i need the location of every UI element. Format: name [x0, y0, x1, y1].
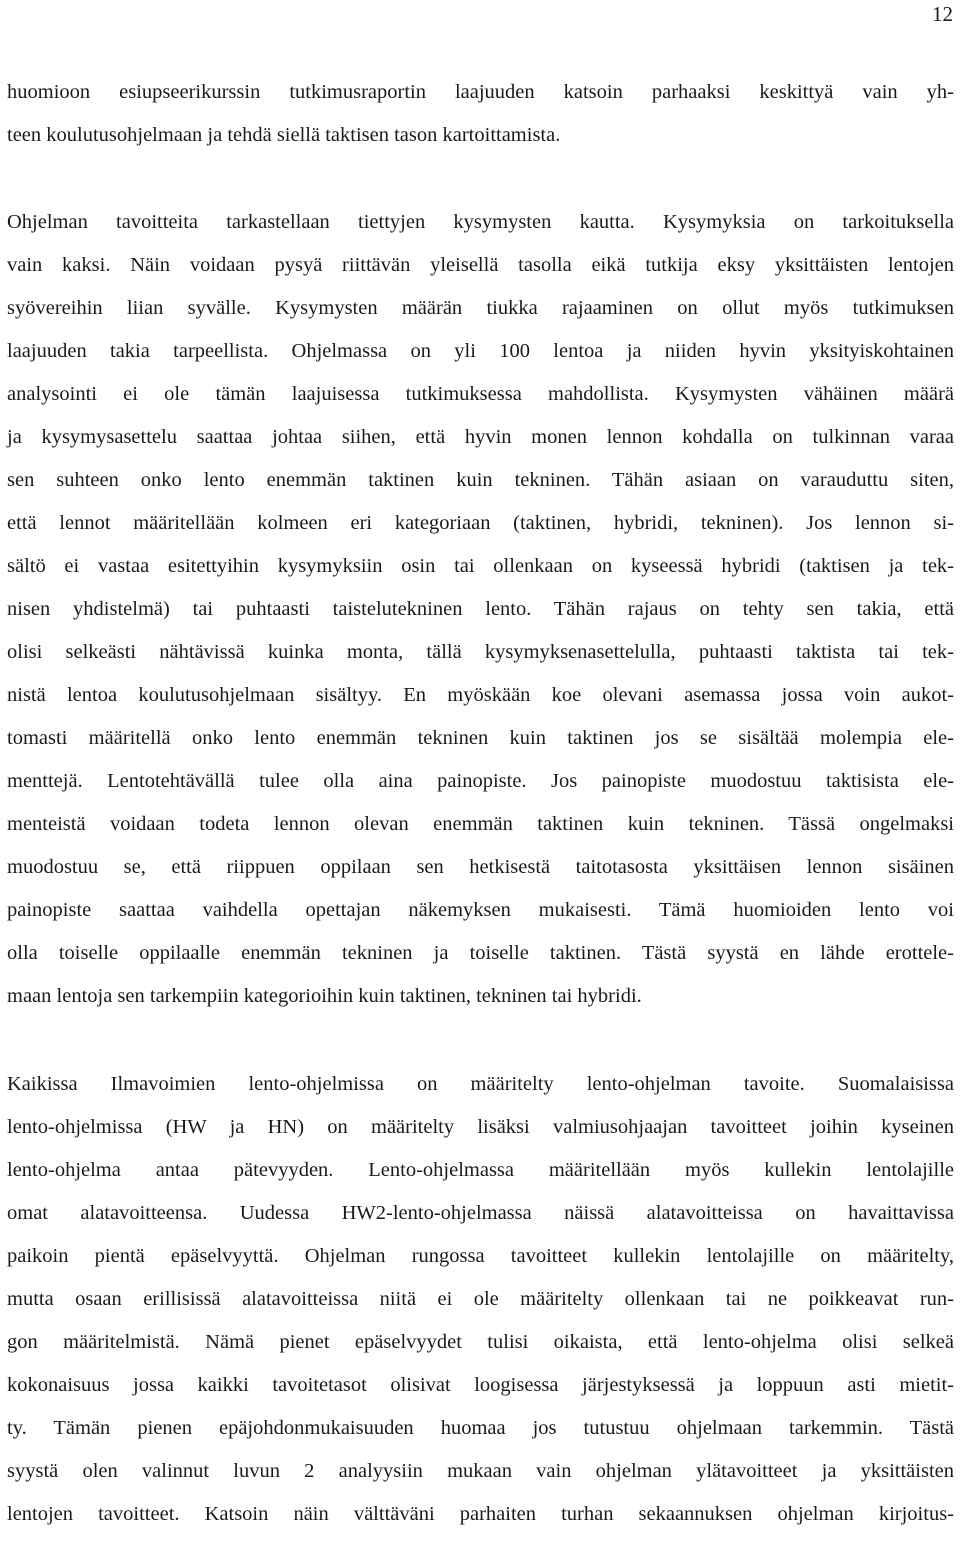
text-line: lento-ohjelma antaa pätevyyden. Lento-ohjelmassa määritellään myös kullekin lentolajille: [7, 1159, 954, 1181]
text-line: nisen yhdistelmä) tai puhtaasti taistelutekninen lento. Tähän rajaus on tehty sen takia, että: [7, 598, 954, 620]
text-line: maan lentoja sen tarkempiin kategorioihin kuin taktinen, tekninen tai hybridi.: [7, 985, 642, 1007]
text-line: olla toiselle oppilaalle enemmän tekninen ja toiselle taktinen. Tästä syystä en lähde erottele-: [7, 942, 954, 964]
text-line: menttejä. Lentotehtävällä tulee olla aina painopiste. Jos painopiste muodostuu taktisista ele-: [7, 770, 954, 792]
text-line: paikoin pientä epäselvyyttä. Ohjelman rungossa tavoitteet kullekin lentolajille on määritelty,: [7, 1245, 954, 1267]
text-line: tomasti määritellä onko lento enemmän tekninen kuin taktinen jos se sisältää molempia ele-: [7, 727, 954, 749]
text-line: mutta osaan erillisissä alatavoitteissa niitä ei ole määritelty ollenkaan tai ne poikkeavat run-: [7, 1288, 954, 1310]
text-line: lento-ohjelmissa (HW ja HN) on määritelty lisäksi valmiusohjaajan tavoitteet joihin kyseinen: [7, 1116, 954, 1138]
text-line: syövereihin liian syvälle. Kysymysten määrän tiukka rajaaminen on ollut myös tutkimuksen: [7, 297, 954, 319]
text-line: Ohjelman tavoitteita tarkastellaan tiettyjen kysymysten kautta. Kysymyksia on tarkoituksella: [7, 211, 954, 233]
text-line: ty. Tämän pienen epäjohdonmukaisuuden huomaa jos tutustuu ohjelmaan tarkemmin. Tästä: [7, 1417, 954, 1439]
text-line: syystä olen valinnut luvun 2 analyysiin mukaan vain ohjelman ylätavoitteet ja yksittäisten: [7, 1460, 954, 1482]
text-line: olisi selkeästi nähtävissä kuinka monta, tällä kysymyksenasettelulla, puhtaasti taktista tai tek-: [7, 641, 954, 663]
text-line: kokonaisuus jossa kaikki tavoitetasot olisivat loogisessa järjestyksessä ja loppuun asti mietit-: [7, 1374, 954, 1396]
text-line: menteistä voidaan todeta lennon olevan enemmän taktinen kuin tekninen. Tässä ongelmaksi: [7, 813, 954, 835]
text-line: sen suhteen onko lento enemmän taktinen kuin tekninen. Tähän asiaan on varauduttu siten,: [7, 469, 954, 491]
text-line: Kaikissa Ilmavoimien lento-ohjelmissa on määritelty lento-ohjelman tavoite. Suomalaisissa: [7, 1073, 954, 1095]
text-line: ja kysymysasettelu saattaa johtaa siihen, että hyvin monen lennon kohdalla on tulkinnan varaa: [7, 426, 954, 448]
text-line: lentojen tavoitteet. Katsoin näin välttäväni parhaiten turhan sekaannuksen ohjelman kirjoitus-: [7, 1503, 954, 1525]
text-line: gon määritelmistä. Nämä pienet epäselvyydet tulisi oikaista, että lento-ohjelma olisi selkeä: [7, 1331, 954, 1353]
text-line: sältö ei vastaa esitettyihin kysymyksiin osin tai ollenkaan on kyseessä hybridi (taktisen ja tek-: [7, 555, 954, 577]
text-line: laajuuden takia tarpeellista. Ohjelmassa on yli 100 lentoa ja niiden hyvin yksityiskohtainen: [7, 340, 954, 362]
text-line: analysointi ei ole tämän laajuisessa tutkimuksessa mahdollista. Kysymysten vähäinen määrä: [7, 383, 954, 405]
text-line: muodostuu se, että riippuen oppilaan sen hetkisestä taitotasosta yksittäisen lennon sisäinen: [7, 856, 954, 878]
page-number: 12: [932, 2, 953, 26]
text-line: teen koulutusohjelmaan ja tehdä siellä taktisen tason kartoittamista.: [7, 124, 561, 146]
text-line: omat alatavoitteensa. Uudessa HW2-lento-ohjelmassa näissä alatavoitteissa on havaittavissa: [7, 1202, 954, 1224]
text-line: vain kaksi. Näin voidaan pysyä riittävän yleisellä tasolla eikä tutkija eksy yksittäisten lentojen: [7, 254, 954, 276]
text-line: painopiste saattaa vaihdella opettajan näkemyksen mukaisesti. Tämä huomioiden lento voi: [7, 899, 954, 921]
text-line: nistä lentoa koulutusohjelmaan sisältyy. En myöskään koe olevani asemassa jossa voin aukot-: [7, 684, 954, 706]
text-line: huomioon esiupseerikurssin tutkimusraportin laajuuden katsoin parhaaksi keskittyä vain yh-: [7, 81, 954, 103]
text-line: että lennot määritellään kolmeen eri kategoriaan (taktinen, hybridi, tekninen). Jos lennon si-: [7, 512, 954, 534]
